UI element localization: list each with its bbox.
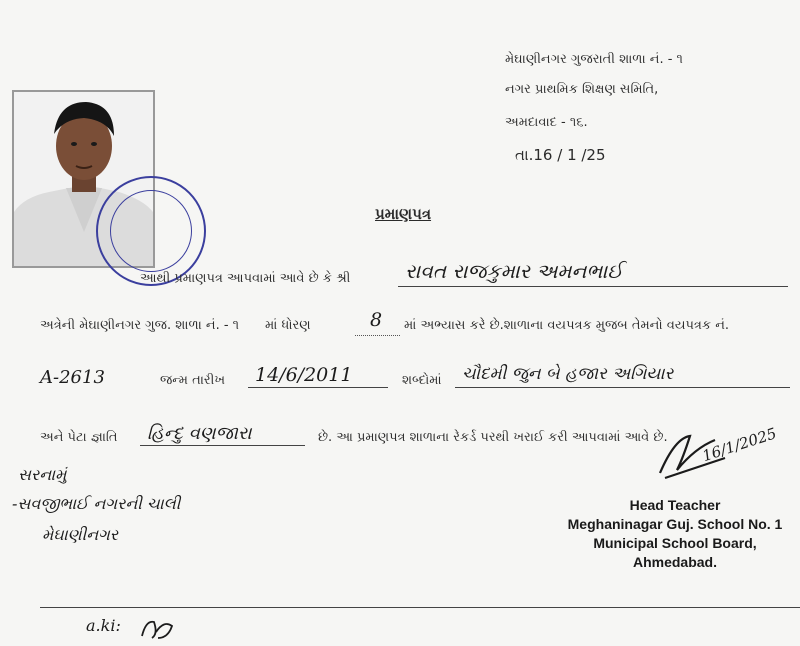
row2-mid: માં ધોરણ [265, 318, 311, 333]
address-line1: -સવજીભાઈ નગરની ચાલી [12, 494, 181, 513]
board-name-line: નગર પ્રાથમિક શિક્ષણ સમિતિ, [505, 82, 659, 97]
dob-value: 14/6/2011 [255, 364, 353, 386]
dob-words-value: ચૌદમી જુન બે હજાર અગિયાર [462, 364, 674, 384]
student-name: રાવત રાજકુમાર અમનભાઈ [405, 259, 623, 283]
certificate-title: પ્રમાણપત્ર [375, 205, 432, 223]
footer-note: a.ki: [86, 616, 121, 635]
row4-suffix: છે. આ પ્રમાણપત્ર શાળાના રેકર્ડ પરથી ખરાઈ કરી આપવામાં આવે છે. [318, 430, 668, 445]
row1-prefix: આથી પ્રમાણપત્ર આપવામાં આવે છે કે શ્રી [140, 271, 351, 286]
school-name-line: મેઘાણીનગર ગુજરાતી શાળા નં. - ૧ [505, 52, 683, 67]
signature-block [560, 496, 790, 572]
row2-prefix: અત્રેની મેઘાણીનગર ગુજ. શાળા નં. - ૧ [40, 318, 240, 333]
dob-label: જન્મ તારીખ [160, 373, 226, 388]
school-seal-stamp [96, 176, 206, 286]
row4-prefix: અને પેટા જ્ઞાતિ [40, 430, 118, 445]
dob-words-underline [455, 387, 790, 388]
signature-school: Meghaninagar Guj. School No. 1 [567, 516, 783, 532]
signature-board: Municipal School Board, [593, 535, 757, 551]
footer-initials-icon [138, 616, 178, 642]
standard-value: 8 [370, 309, 383, 331]
signature-title: Head Teacher [629, 497, 721, 513]
issue-date: તા.16 / 1 /25 [515, 146, 606, 164]
address-label: સરનામું [18, 465, 67, 484]
footer-divider [40, 607, 800, 608]
name-underline [398, 286, 788, 287]
dob-underline [248, 387, 388, 388]
gr-number: A-2613 [40, 367, 105, 388]
signature-date: 16/1/2025 [700, 424, 779, 466]
signature-city: Ahmedabad. [632, 554, 717, 570]
address-line2: મેઘાણીનગર [42, 525, 119, 544]
standard-underline [355, 335, 400, 336]
words-label: શબ્દોમાં [402, 373, 442, 388]
row2-suffix: માં અભ્યાસ કરે છે.શાળાના વયપત્રક મુજબ તેમનો વયપત્રક નં. [404, 318, 730, 333]
city-line: અમદાવાદ - ૧૬. [505, 115, 588, 130]
caste-value: હિન્દુ વણજારા [147, 423, 252, 444]
seal-inner-ring [110, 190, 192, 272]
caste-underline [140, 445, 305, 446]
